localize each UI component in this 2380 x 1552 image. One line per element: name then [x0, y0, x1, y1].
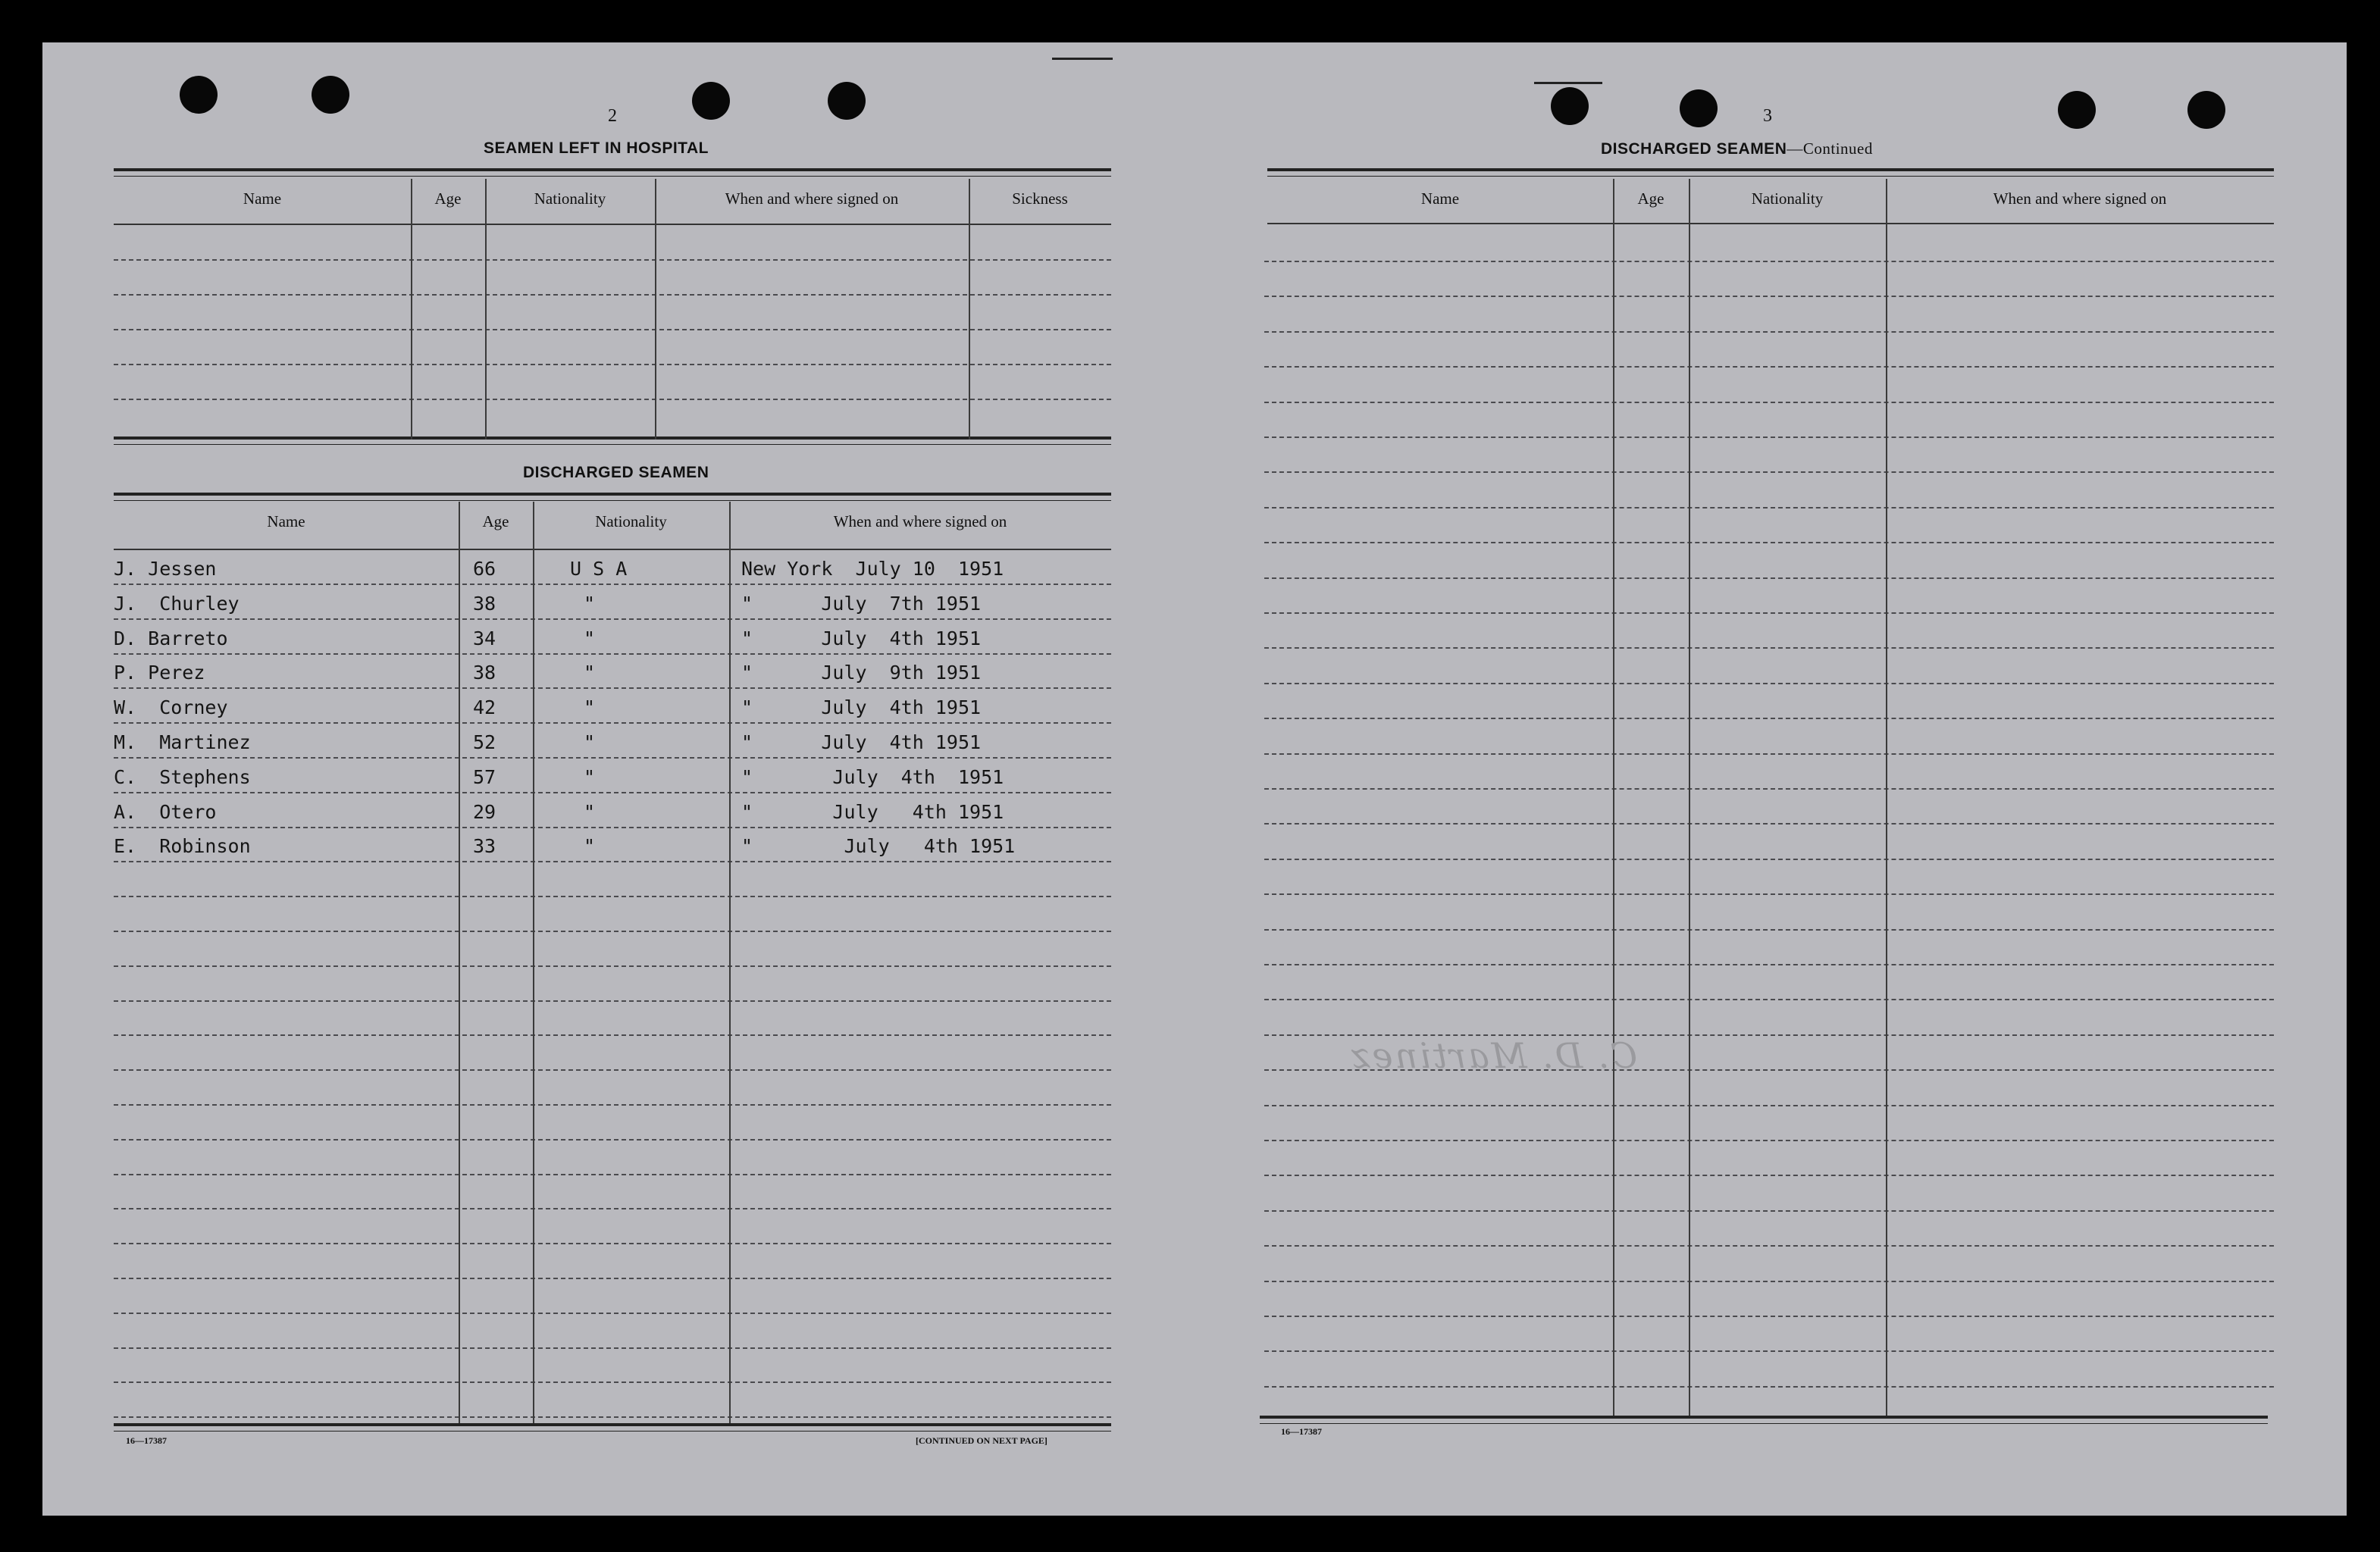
table-row-line [1264, 859, 2274, 860]
column-divider [533, 502, 534, 1425]
punch-hole [1551, 87, 1589, 125]
discharged-row-age: 33 [473, 835, 496, 858]
discharged-row-age: 66 [473, 558, 496, 580]
handwritten-signature: C. D. Martinez [1349, 1035, 1638, 1076]
table-row-line [1264, 366, 2274, 368]
column-divider [411, 179, 412, 440]
table-row-line [1264, 471, 2274, 473]
punch-hole [2187, 91, 2225, 129]
table-header-rule [1267, 223, 2274, 224]
page-number: 3 [1763, 106, 1772, 126]
table-row-line [114, 399, 1111, 400]
table-bottom-rule [114, 1423, 1111, 1432]
table-row-line [114, 364, 1111, 365]
column-header-signed-on: When and where signed on [833, 512, 1007, 530]
table-row-line [1264, 964, 2274, 965]
continued-note: [CONTINUED ON NEXT PAGE] [916, 1435, 1048, 1446]
column-header-nationality: Nationality [595, 512, 667, 530]
discharged-row-signed: " July 9th 1951 [741, 662, 982, 684]
discharged-row-name: D. Barreto [114, 627, 228, 649]
discharged-row-age: 52 [473, 731, 496, 753]
table-row-line [1264, 823, 2274, 824]
table-row-line [114, 861, 1111, 862]
column-header-signed-on: When and where signed on [725, 189, 899, 208]
column-divider [1613, 179, 1614, 1419]
scan-mark [1052, 58, 1113, 60]
table-row-line [1264, 753, 2274, 755]
table-row-line [1264, 436, 2274, 438]
table-row-line [114, 965, 1111, 967]
discharged-row-age: 34 [473, 627, 496, 649]
punch-hole [1680, 89, 1718, 127]
table-top-rule [114, 493, 1111, 501]
column-header-nationality: Nationality [1751, 189, 1824, 208]
table-row-line [114, 1243, 1111, 1244]
column-header-name: Name [267, 512, 305, 530]
table-row-line [114, 1278, 1111, 1279]
table-row-line [114, 1139, 1111, 1141]
discharged-row-name: W. Corney [114, 696, 228, 719]
discharged-row-signed: New York July 10 1951 [741, 558, 1004, 580]
discharged-row-nationality: " [584, 592, 596, 615]
table-row-line [1264, 1210, 2274, 1212]
table-header-rule [114, 224, 1111, 225]
table-row-line [114, 584, 1111, 585]
table-row-line [114, 1104, 1111, 1106]
table-row-line [1264, 1245, 2274, 1247]
column-header-nationality: Nationality [534, 189, 606, 208]
hospital-section-title: SEAMEN LEFT IN HOSPITAL [484, 139, 709, 157]
column-divider [655, 179, 656, 440]
punch-hole [312, 76, 349, 114]
discharged-row-nationality: U S A [570, 558, 628, 580]
table-row-line [1264, 683, 2274, 684]
discharged-row-age: 57 [473, 765, 496, 788]
column-divider [729, 502, 731, 1425]
punch-hole [2058, 91, 2096, 129]
table-row-line [114, 1347, 1111, 1349]
table-row-line [114, 1034, 1111, 1036]
table-row-line [114, 329, 1111, 330]
column-header-age: Age [482, 512, 509, 530]
page-number: 2 [608, 106, 617, 126]
discharged-row-signed: " July 4th 1951 [741, 800, 1004, 823]
table-row-line [1264, 1281, 2274, 1282]
table-row-line [1264, 1316, 2274, 1317]
table-row-line [1264, 929, 2274, 931]
table-row-line [114, 1208, 1111, 1209]
discharged-row-name: M. Martinez [114, 731, 251, 753]
discharged-row-signed: " July 4th 1951 [741, 731, 982, 753]
table-row-line [114, 1313, 1111, 1314]
table-bottom-rule [114, 436, 1111, 445]
column-divider [1886, 179, 1887, 1419]
column-divider [485, 179, 487, 440]
document-sheet [42, 42, 2347, 1516]
discharged-row-nationality: " [584, 800, 596, 823]
table-top-rule [114, 168, 1111, 177]
column-header-age: Age [434, 189, 462, 208]
discharged-row-nationality: " [584, 696, 596, 719]
table-row-line [114, 618, 1111, 620]
table-row-line [1264, 1140, 2274, 1141]
table-top-rule [1267, 168, 2274, 177]
discharged-row-name: J. Churley [114, 592, 240, 615]
table-row-line [1264, 331, 2274, 333]
punch-hole [180, 76, 218, 114]
section-title-suffix: —Continued [1787, 139, 1873, 158]
column-header-sickness: Sickness [1012, 189, 1068, 208]
column-header-name: Name [1420, 189, 1460, 208]
table-row-line [1264, 1386, 2274, 1388]
discharged-row-name: E. Robinson [114, 835, 251, 858]
table-row-line [114, 931, 1111, 932]
table-row-line [114, 1416, 1111, 1418]
table-row-line [114, 722, 1111, 724]
table-row-line [1264, 1350, 2274, 1352]
table-row-line [1264, 893, 2274, 895]
table-row-line [114, 827, 1111, 828]
table-row-line [1264, 718, 2274, 719]
table-row-line [1264, 402, 2274, 403]
table-row-line [1264, 296, 2274, 297]
discharged-row-nationality: " [584, 835, 596, 858]
discharged-row-name: P. Perez [114, 662, 205, 684]
discharged-section-title: DISCHARGED SEAMEN [523, 464, 709, 481]
column-divider [459, 502, 460, 1425]
column-divider [1689, 179, 1690, 1419]
table-row-line [114, 259, 1111, 261]
table-row-line [1264, 647, 2274, 649]
table-row-line [1264, 999, 2274, 1000]
table-row-line [114, 1069, 1111, 1071]
discharged-row-signed: " July 4th 1951 [741, 765, 1004, 788]
table-row-line [1264, 507, 2274, 508]
discharged-row-nationality: " [584, 731, 596, 753]
scan-mark [1534, 82, 1602, 84]
continued-section-title [1601, 139, 1873, 158]
table-row-line [114, 1000, 1111, 1002]
discharged-row-signed: " July 7th 1951 [741, 592, 982, 615]
punch-hole [692, 82, 730, 120]
table-row-line [114, 792, 1111, 793]
discharged-row-name: C. Stephens [114, 765, 251, 788]
discharged-row-name: J. Jessen [114, 558, 217, 580]
table-row-line [114, 687, 1111, 689]
form-number: 16—17387 [126, 1435, 167, 1446]
discharged-row-age: 29 [473, 800, 496, 823]
column-header-name: Name [243, 189, 282, 208]
discharged-row-age: 38 [473, 662, 496, 684]
table-row-line [114, 896, 1111, 897]
table-row-line [114, 757, 1111, 759]
discharged-row-age: 38 [473, 592, 496, 615]
column-header-signed-on: When and where signed on [1993, 189, 2167, 208]
form-number: 16—17387 [1281, 1426, 1322, 1437]
discharged-row-signed: " July 4th 1951 [741, 696, 982, 719]
discharged-row-nationality: " [584, 662, 596, 684]
discharged-row-age: 42 [473, 696, 496, 719]
section-title-main: DISCHARGED SEAMEN [1601, 140, 1787, 158]
column-header-age: Age [1637, 189, 1664, 208]
discharged-row-nationality: " [584, 627, 596, 649]
table-row-line [114, 1381, 1111, 1383]
table-bottom-rule [1260, 1416, 2268, 1424]
discharged-row-nationality: " [584, 765, 596, 788]
table-row-line [1264, 577, 2274, 579]
table-header-rule [114, 549, 1111, 550]
table-row-line [114, 294, 1111, 296]
table-row-line [1264, 542, 2274, 543]
table-row-line [1264, 261, 2274, 262]
table-row-line [1264, 788, 2274, 790]
table-row-line [114, 653, 1111, 655]
column-divider [969, 179, 970, 440]
table-row-line [1264, 612, 2274, 614]
discharged-row-signed: " July 4th 1951 [741, 835, 1016, 858]
punch-hole [828, 82, 866, 120]
table-row-line [1264, 1105, 2274, 1106]
discharged-row-name: A. Otero [114, 800, 217, 823]
table-row-line [114, 1174, 1111, 1175]
discharged-row-signed: " July 4th 1951 [741, 627, 982, 649]
table-row-line [1264, 1175, 2274, 1176]
